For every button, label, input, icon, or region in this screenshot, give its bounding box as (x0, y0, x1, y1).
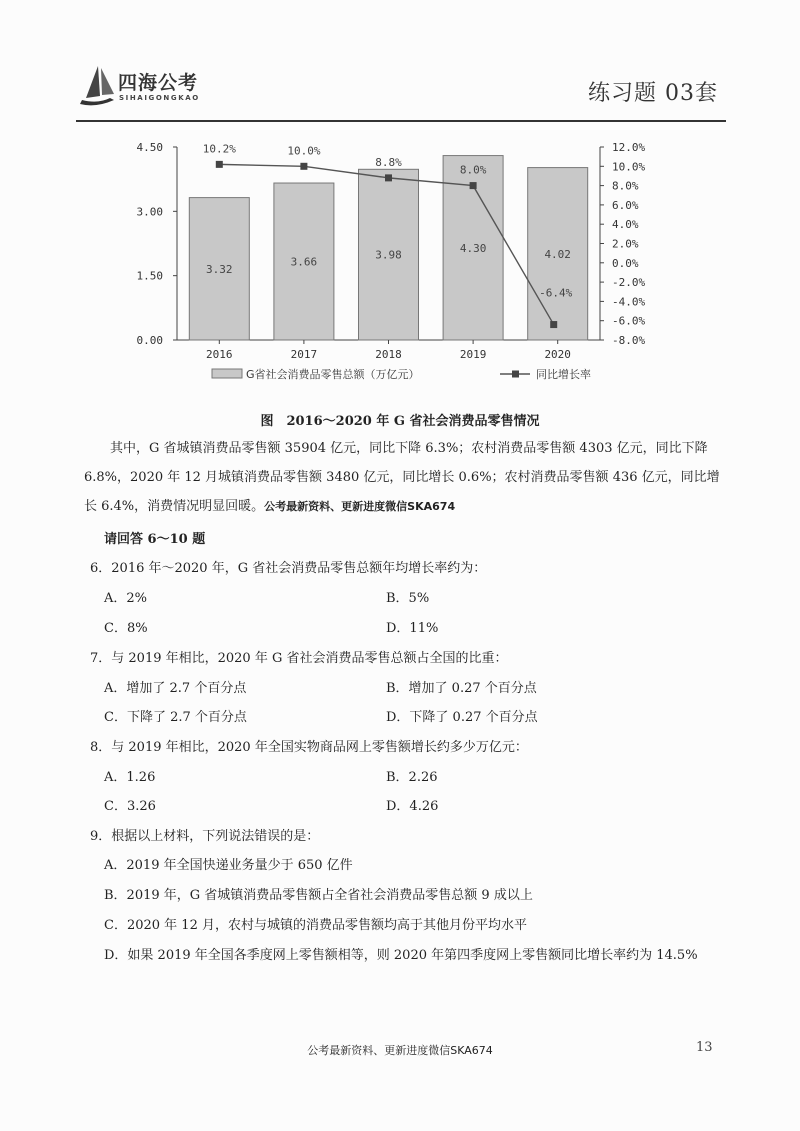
question-8-option-b: B．2.26 (386, 770, 438, 785)
question-7-option-b: B．增加了 0.27 个百分点 (386, 681, 537, 696)
growth-rate-label: 8.0% (459, 163, 487, 177)
page-number: 13 (696, 1040, 713, 1055)
question-6-option-a: A．2% (104, 591, 148, 606)
bar-value-label: 3.98 (375, 248, 402, 262)
left-tick-label: 0.00 (136, 334, 163, 347)
bar-value-label: 4.02 (544, 247, 571, 261)
growth-rate-marker (385, 174, 392, 181)
brand-name: 四海公考 (118, 72, 199, 94)
right-tick-label: 8.0% (612, 179, 639, 193)
question-6-option-b: B．5% (386, 591, 430, 606)
right-tick-label: 0.0% (612, 256, 639, 270)
growth-rate-label: -6.4% (539, 286, 573, 300)
question-8-option-c: C．3.26 (104, 799, 156, 814)
x-tick-label: 2020 (544, 348, 571, 361)
question-9-option-a: A．2019 年全国快递业务量少于 650 亿件 (104, 858, 353, 873)
brand-pinyin: SIHAIGONGKAO (119, 94, 200, 102)
growth-rate-label: 10.0% (287, 144, 321, 158)
right-tick-label: 4.0% (612, 218, 639, 232)
question-9-stem: 9．根据以上材料，下列说法错误的是： (90, 829, 320, 844)
question-6-stem: 6．2016 年～2020 年，G 省社会消费品零售总额年均增长率约为： (90, 561, 487, 576)
question-6-option-c: C．8% (104, 621, 148, 636)
footer-watermark: 公考最新资料、更新进度微信SKA674 (307, 1044, 493, 1057)
question-9-option-b: B．2019 年，G 省城镇消费品零售额占全省社会消费品零售总额 9 成以上 (104, 888, 533, 903)
exercise-set-title: 练习题 03套 (588, 81, 718, 106)
question-7-option-d: D．下降了 0.27 个百分点 (386, 710, 538, 725)
growth-rate-marker (550, 321, 557, 328)
left-tick-label: 1.50 (136, 269, 163, 283)
right-tick-label: -6.0% (612, 314, 646, 328)
growth-rate-marker (300, 163, 307, 170)
bar-value-label: 3.32 (206, 262, 233, 276)
legend-bar-label: G省社会消费品零售总额（万亿元） (246, 368, 420, 381)
x-tick-label: 2016 (206, 348, 233, 361)
question-7-option-c: C．下降了 2.7 个百分点 (104, 710, 247, 725)
x-tick-label: 2018 (375, 348, 402, 361)
questions-header: 请回答 6～10 题 (104, 532, 206, 547)
growth-rate-label: 8.8% (375, 155, 402, 169)
question-8-stem: 8．与 2019 年相比，2020 年全国实物商品网上零售额增长约多少万亿元： (90, 740, 528, 755)
figure-caption: 图 2016～2020 年 G 省社会消费品零售情况 (260, 414, 540, 429)
question-7-option-a: A．增加了 2.7 个百分点 (104, 681, 247, 696)
x-tick-label: 2017 (290, 348, 318, 361)
growth-rate-label: 10.2% (202, 142, 236, 156)
right-tick-label: 12.0% (612, 141, 646, 154)
left-tick-label: 3.00 (136, 205, 163, 219)
right-tick-label: -8.0% (612, 334, 646, 347)
left-tick-label: 4.50 (136, 141, 163, 154)
question-9-option-c: C．2020 年 12 月，农村与城镇的消费品零售额均高于其他月份平均水平 (104, 918, 527, 933)
combo-chart (0, 0, 800, 400)
legend-line-marker (512, 371, 519, 378)
legend-line-label: 同比增长率 (536, 368, 591, 381)
paragraph-text: 其中，G 省城镇消费品零售额 35904 亿元，同比下降 6.3%；农村消费品零售额 4303 亿元，同比下降 6.8%，2020 年 12 月城镇消费品零售额 3480 亿元，同比增长 0.6%；农村消费品零售额 436 亿元，同比增长 6.4%，消费情况明显回暖。 (84, 441, 720, 514)
growth-rate-marker (216, 161, 223, 168)
question-9-option-d: D．如果 2019 年全国各季度网上零售额相等，则 2020 年第四季度网上零售额同比增长率约为 14.5% (104, 948, 698, 963)
question-6-option-d: D．11% (386, 621, 439, 636)
question-8-option-a: A．1.26 (104, 770, 156, 785)
right-tick-label: -2.0% (612, 276, 646, 290)
question-8-option-d: D．4.26 (386, 799, 439, 814)
right-tick-label: -4.0% (612, 295, 646, 309)
material-paragraph (84, 434, 724, 521)
right-tick-label: 6.0% (612, 198, 639, 212)
x-tick-label: 2019 (459, 348, 487, 361)
legend-bar-swatch (212, 369, 242, 378)
growth-rate-marker (470, 182, 477, 189)
right-tick-label: 10.0% (612, 160, 646, 174)
bar-value-label: 3.66 (290, 255, 318, 269)
right-tick-label: 2.0% (612, 237, 639, 251)
bar-value-label: 4.30 (459, 241, 487, 255)
question-7-stem: 7．与 2019 年相比，2020 年 G 省社会消费品零售总额占全国的比重： (90, 651, 508, 666)
watermark-inline: 公考最新资料、更新进度微信SKA674 (264, 500, 456, 513)
